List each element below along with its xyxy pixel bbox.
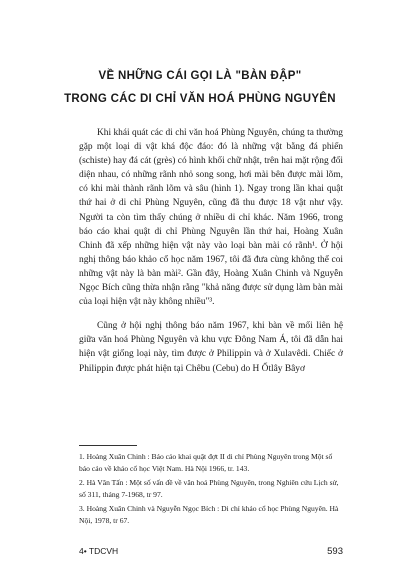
footnote-separator: [79, 445, 137, 446]
footnote-2: 2. Hà Văn Tấn : Một số vấn đề về văn hoá Phùng Nguyên, trong Nghiên cứu Lịch sử, số 311, tháng 7-1968, tr 97.: [79, 478, 339, 499]
article-title-line-2: TRONG CÁC DI CHỈ VĂN HOÁ PHÙNG NGUYÊN: [64, 93, 336, 105]
footnotes: [79, 451, 343, 530]
footer-signature: 4• TDCVH: [79, 546, 119, 556]
footnote-1: 1. Hoàng Xuân Chinh : Báo cáo khai quật đợt II di chỉ Phùng Nguyên trong Một số báo cáo về khảo cổ học Việt Nam. Hà Nội 1966, tr. 143.: [79, 452, 333, 473]
body-paragraph-2: Cũng ở hội nghị thông báo năm 1967, khi bàn về mối liên hệ giữa văn hoá Phùng Nguyên và khu vực Đông Nam Á, tôi đã dẫn hai hiện vật giống loại này, tìm được ở Philippin và ở Xulavêdi. Chiếc ở Philippin được phát hiện tại Chêbu (Cebu) do H Ốtlây Bâyơ: [79, 321, 343, 374]
article-body: [79, 126, 343, 376]
footnote-3: 3. Hoàng Xuân Chinh và Nguyễn Ngọc Bích : Di chỉ khảo cổ học Phùng Nguyên. Hà Nội, 1978, tr 67.: [79, 504, 339, 525]
page-number: 593: [327, 546, 343, 557]
body-paragraph-1: Khi khái quát các di chỉ văn hoá Phùng Nguyên, chúng ta thường gặp một loại di vật khá độc đáo: đó là những vật bằng đá phiến (schiste) hay đá cát (grès) có hình khối chữ nhật, trên hai mặt rộng đối diện nhau, có những rãnh nhỏ song song, hơi mài bên được mài lõm, có khi mài thành rãnh lõm và sâu (hình 1). Ngay trong lần khai quật thứ hai ở di chỉ Phùng Nguyên, cũng đã thu được 18 vật như vậy. Người ta còn tìm thấy chúng ở nhiều di chỉ khác. Năm 1966, trong báo cáo khai quật di chỉ Phùng Nguyên lần thứ hai, Hoàng Xuân Chinh đã xếp những hiện vật này vào loại bàn mài có rãnh¹. Ở hội nghị thông báo khảo cổ học năm 1967, tôi đã đưa cùng không thể coi những vật này là bàn mài². Gần đây, Hoàng Xuân Chinh và Nguyễn Ngọc Bích cũng thừa nhận rằng "khả năng được sử dụng làm bàn mài của loại hiện vật này không nhiều"³.: [79, 128, 343, 308]
article-title-line-1: VỀ NHỮNG CÁI GỌI LÀ "BÀN ĐẬP": [98, 70, 302, 82]
